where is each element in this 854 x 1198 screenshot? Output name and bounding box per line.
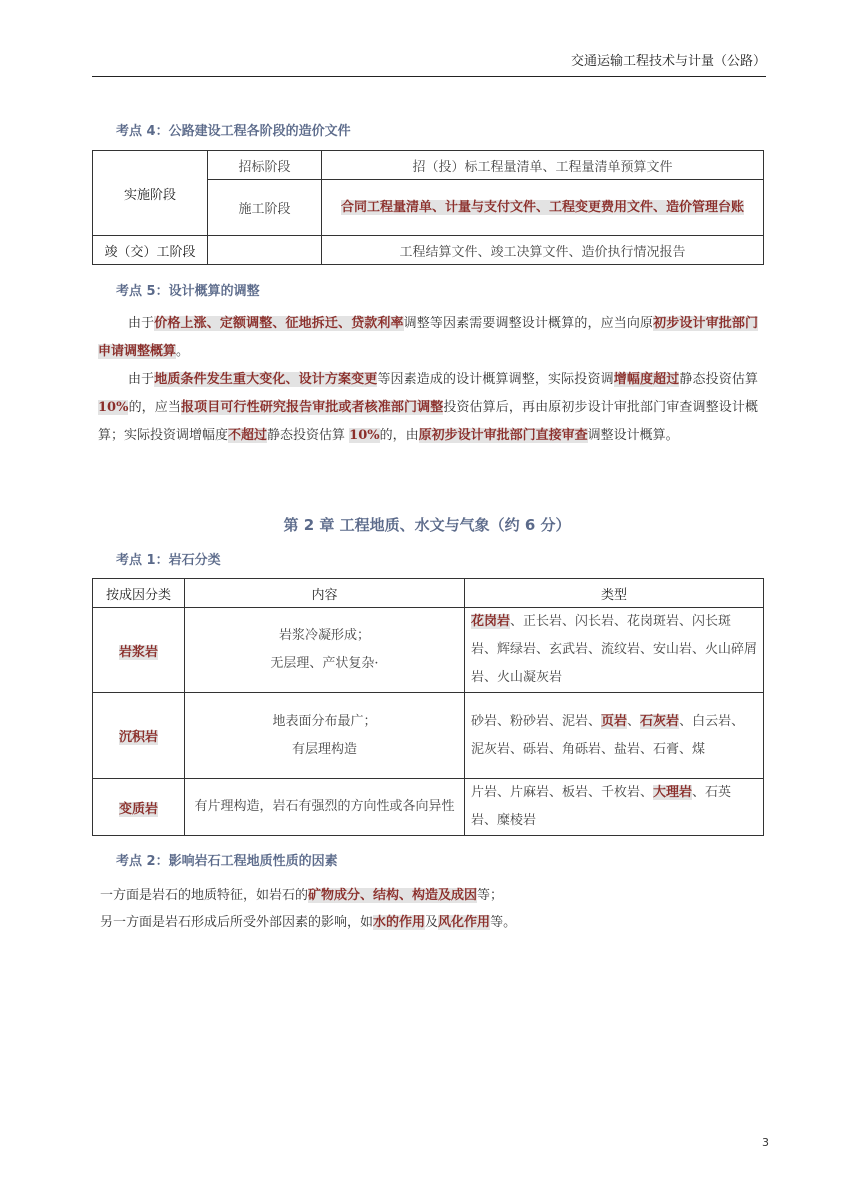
kd4-title: 考点 4：公路建设工程各阶段的造价文件 [116, 124, 351, 139]
rock-name: 沉积岩 [118, 730, 158, 745]
highlight-run: 风化作用 [438, 915, 491, 930]
content-line: 岩浆冷凝形成； [278, 628, 370, 643]
text-run: 静态投资估算 [267, 428, 350, 443]
text-run: 等因素造成的设计概算调整，实际投资调 [377, 372, 614, 387]
highlight-run: 不超过 [228, 428, 268, 443]
header-types: 类型 [465, 579, 764, 608]
rock-name-cell [93, 608, 185, 693]
rock-types [465, 608, 764, 693]
content-line: 有层理构造 [291, 741, 357, 757]
rock-content [185, 608, 465, 693]
content-line: 有片理构造，岩石有强烈的方向性或各向异性 [194, 799, 455, 814]
text-run: 由于 [128, 316, 155, 331]
bidding-documents: 招（投）标工程量清单、工程量清单预算文件 [322, 151, 764, 180]
content-line: 无层理、产状复杂· [270, 656, 379, 671]
text-run: 的，应当 [128, 400, 182, 415]
rock-classification-table [92, 578, 764, 836]
highlight-run: 花岗岩 [471, 614, 511, 629]
rock-name: 变质岩 [118, 801, 158, 817]
text-run: 、正长岩、闪长岩、花岗斑岩、闪长斑岩、辉绿岩、玄武岩、流纹岩、安山岩、火山碎屑岩、火山凝灰岩 [471, 614, 758, 685]
construction-documents [322, 180, 764, 236]
text-run: 等； [477, 888, 504, 903]
construction-documents-text: 合同工程量清单、计量与支付文件、工程变更费用文件、造价管理台账 [340, 199, 744, 215]
rock-name-cell [93, 693, 185, 779]
text-run: 。 [176, 344, 190, 359]
highlight-run: 大理岩 [653, 785, 693, 800]
completion-empty-cell [208, 236, 322, 265]
highlight-run: 水的作用 [373, 915, 426, 930]
text-run: 的，由 [379, 428, 419, 443]
kd5-paragraph-2 [98, 366, 758, 450]
kd22-line-1 [100, 884, 503, 903]
text-run: 砂岩、粉砂岩、泥岩、 [471, 713, 602, 729]
text-run: 调整设计概算。 [587, 428, 679, 443]
rock-types [465, 779, 764, 836]
highlight-run: 10% [98, 400, 129, 415]
text-run: 投资估算后，再由原初步设计审批部门审查调整设计概算；实际投资调增幅度 [98, 400, 758, 443]
highlight-run: 报项目可行性研究报告审批或者核准部门调整 [181, 400, 444, 415]
highlight-run: 石灰岩 [640, 713, 680, 729]
header-rule [92, 76, 766, 77]
text-run: 片岩、片麻岩、板岩、千枚岩、 [471, 785, 654, 800]
stage-construction: 施工阶段 [208, 180, 322, 236]
kd22-title: 考点 2：影响岩石工程地质性质的因素 [116, 854, 338, 869]
highlight-run: 10% [349, 428, 380, 443]
stage-bidding: 招标阶段 [208, 151, 322, 180]
text-run: 由于 [128, 372, 155, 387]
highlight-run: 矿物成分、结构、构造及成因 [308, 888, 478, 903]
header-content: 内容 [185, 579, 465, 608]
text-run: 另一方面是岩石形成后所受外部因素的影响，如 [100, 915, 374, 930]
stage-completion: 竣（交）工阶段 [93, 236, 208, 265]
text-run: 及 [425, 915, 439, 930]
stage-implementation: 实施阶段 [93, 151, 208, 236]
text-run: 调整等因素需要调整设计概算的，应当向原 [403, 316, 654, 331]
highlight-run: 地质条件发生重大变化、设计方案变更 [154, 372, 378, 387]
rock-name-cell [93, 779, 185, 836]
cost-document-table [92, 150, 764, 265]
kd5-title: 考点 5：设计概算的调整 [116, 284, 260, 299]
highlight-run: 增幅度超过 [613, 372, 680, 387]
content-line: 地表面分布最广； [272, 713, 377, 729]
highlight-run: 价格上涨、定额调整、征地拆迁、贷款利率 [154, 316, 404, 331]
rock-name: 岩浆岩 [118, 644, 158, 660]
text-run: 、 [627, 713, 641, 729]
text-run: 静态投资估算 [679, 372, 758, 387]
rock-types [465, 693, 764, 779]
running-header: 交通运输工程技术与计量（公路） [570, 54, 766, 69]
kd5-paragraph-1 [98, 310, 758, 366]
text-run: 、白云岩、泥灰岩、砾岩、角砾岩、盐岩、石膏、煤 [471, 713, 745, 757]
highlight-run: 原初步设计审批部门直接审查 [418, 428, 588, 443]
kd22-line-2 [100, 911, 516, 930]
completion-documents: 工程结算文件、竣工决算文件、造价执行情况报告 [322, 236, 764, 265]
text-run: 一方面是岩石的地质特征，如岩石的 [100, 888, 309, 903]
highlight-run: 初步设计审批部门申请调整概算 [98, 316, 758, 359]
kd21-title: 考点 1：岩石分类 [116, 553, 221, 568]
rock-content [185, 779, 465, 836]
header-classification: 按成因分类 [93, 579, 185, 608]
page-number: 3 [762, 1136, 769, 1149]
rock-content [185, 693, 465, 779]
text-run: 等。 [490, 915, 517, 930]
chapter-title: 第 2 章 工程地质、水文与气象（约 6 分） [283, 516, 571, 534]
text-run: 、石英岩、糜棱岩 [471, 785, 732, 828]
highlight-run: 页岩 [601, 713, 628, 729]
